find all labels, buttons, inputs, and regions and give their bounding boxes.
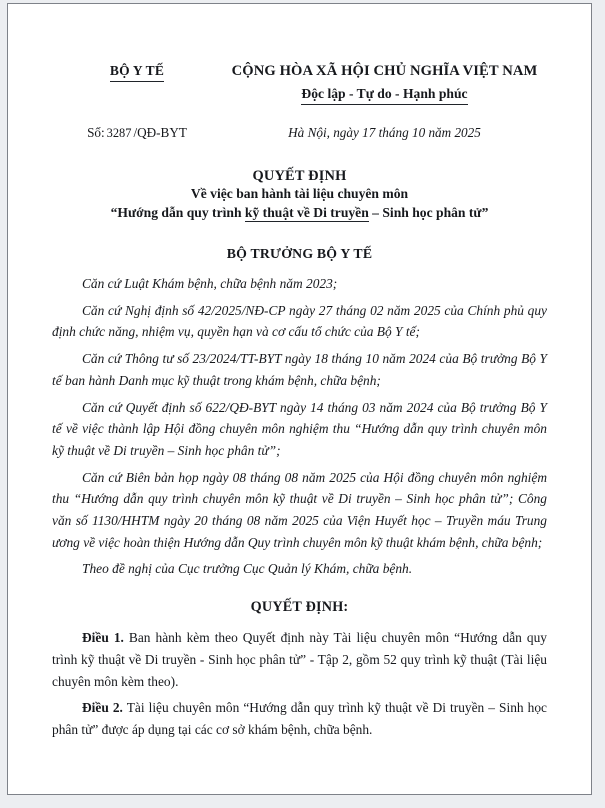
article-label: Điều 2.: [82, 700, 123, 716]
document-name-open: “Hướng dẫn quy trình: [110, 204, 245, 220]
legal-basis-item: Căn cứ Biên bản họp ngày 08 tháng 08 năm 2025 của Hội đồng chuyên môn nghiệm thu “Hướng dẫn quy trình chuyên môn kỹ thuật về Di truyền – Sinh học phân tử”; Công văn số 1130/HHTM ngày 20 tháng 08 năm 2025 của Viện Huyết học – Truyền máu Trung ương về việc hoàn thiện Hướng dẫn Quy trình chuyên môn kỹ thuật khám bệnh, chữa bệnh;: [52, 469, 547, 550]
national-motto: Độc lập - Tự do - Hạnh phúc: [301, 85, 467, 105]
article-text: Ban hành kèm theo Quyết định này Tài liệu chuyên môn “Hướng dẫn quy trình kỹ thuật về Di truyền - Sinh học phân tử” - Tập 2, gồm 52 quy trình kỹ thuật (Tài liệu chuyên môn kèm theo).: [52, 630, 547, 689]
document-number-suffix: /QĐ-BYT: [133, 124, 187, 140]
national-heading-block: [222, 62, 547, 105]
issuer-title: BỘ TRƯỞNG BỘ Y TẾ: [226, 246, 373, 262]
decide-heading: QUYẾT ĐỊNH:: [250, 599, 349, 616]
legal-bases: [52, 273, 547, 580]
article-label: Điều 1.: [82, 630, 124, 646]
issuing-organization: BỘ Y TẾ: [110, 63, 164, 82]
number-and-date-line: [52, 125, 547, 141]
decision-document-name: [111, 204, 489, 222]
document-header: [52, 62, 547, 105]
document-number-value: 3287: [106, 125, 132, 140]
document-number-prefix: Số:: [87, 124, 105, 140]
articles: [52, 627, 547, 741]
legal-basis-item: Căn cứ Thông tư số 23/2024/TT-BYT ngày 18 tháng 10 năm 2024 của Bộ trưởng Bộ Y tế ban hành Danh mục kỹ thuật trong khám bệnh, chữa bệnh;: [52, 351, 547, 388]
legal-basis-item: Căn cứ Luật Khám bệnh, chữa bệnh năm 2023;: [82, 276, 338, 292]
article-text: Tài liệu chuyên môn “Hướng dẫn quy trình kỹ thuật về Di truyền – Sinh học phân tử” được áp dụng tại các cơ sở khám bệnh, chữa bệnh.: [52, 700, 547, 737]
document-number: [52, 125, 222, 141]
place-and-date: Hà Nội, ngày 17 tháng 10 năm 2025: [288, 124, 481, 140]
legal-basis-item: Căn cứ Quyết định số 622/QĐ-BYT ngày 14 tháng 03 năm 2024 của Bộ trưởng Bộ Y tế về việc thành lập Hội đồng chuyên môn nghiệm thu “Hướng dẫn quy trình chuyên môn kỹ thuật về Di truyền – Sinh học phân tử”;: [52, 399, 547, 458]
article-item: [52, 627, 547, 692]
document-name-close: – Sinh học phân tử”: [368, 204, 489, 220]
decision-subtitle: Về việc ban hành tài liệu chuyên môn: [190, 186, 409, 202]
document-page: [7, 3, 592, 795]
decision-title: QUYẾT ĐỊNH: [252, 167, 347, 184]
document-name-underlined: kỹ thuật về Di truyền: [244, 204, 369, 220]
page-content: [8, 4, 591, 741]
national-title: CỘNG HÒA XÃ HỘI CHỦ NGHĨA VIỆT NAM: [231, 63, 538, 79]
legal-basis-item: Căn cứ Nghị định số 42/2025/NĐ-CP ngày 27 tháng 02 năm 2025 của Chính phủ quy định chức năng, nhiệm vụ, quyền hạn và cơ cấu tổ chức của Bộ Y tế;: [52, 302, 547, 340]
legal-basis-item: Theo đề nghị của Cục trưởng Cục Quản lý Khám, chữa bệnh.: [82, 561, 413, 577]
issuing-organization-block: [52, 62, 222, 82]
decision-title-block: [52, 167, 547, 222]
article-item: [52, 697, 547, 740]
